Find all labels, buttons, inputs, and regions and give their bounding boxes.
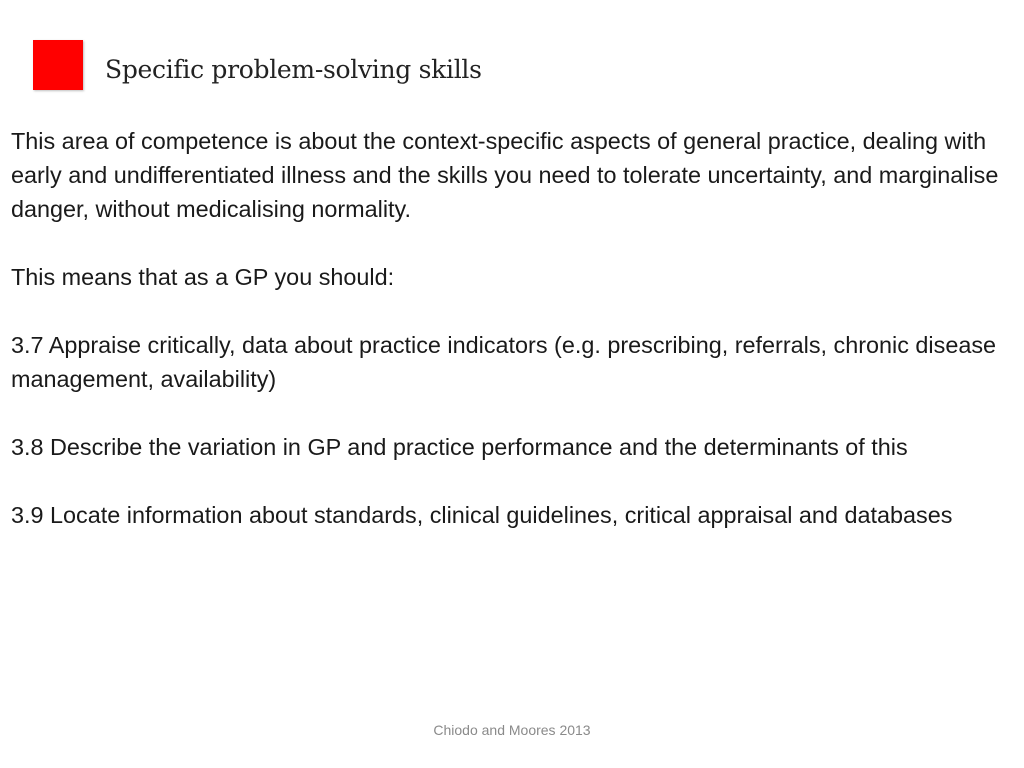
header-title: Specific problem-solving skills [105, 55, 482, 84]
slide-header [33, 40, 482, 95]
competence-item-3-9: 3.9 Locate information about standards, clinical guidelines, critical appraisal and databases [11, 502, 953, 528]
red-square-icon [33, 40, 83, 90]
lead-paragraph: This means that as a GP you should: [11, 264, 395, 290]
competence-item-3-7: 3.7 Appraise critically, data about practice indicators (e.g. prescribing, referrals, chronic disease management, availability) [11, 332, 997, 392]
footer-credit: Chiodo and Moores 2013 [433, 722, 591, 738]
competence-item-3-8: 3.8 Describe the variation in GP and practice performance and the determinants of this [11, 434, 908, 460]
slide-body [11, 124, 1021, 532]
intro-paragraph: This area of competence is about the context-specific aspects of general practice, dealing with early and undifferentiated illness and the skills you need to tolerate uncertainty, and marginalise danger, without medicalising normality. [11, 128, 999, 222]
